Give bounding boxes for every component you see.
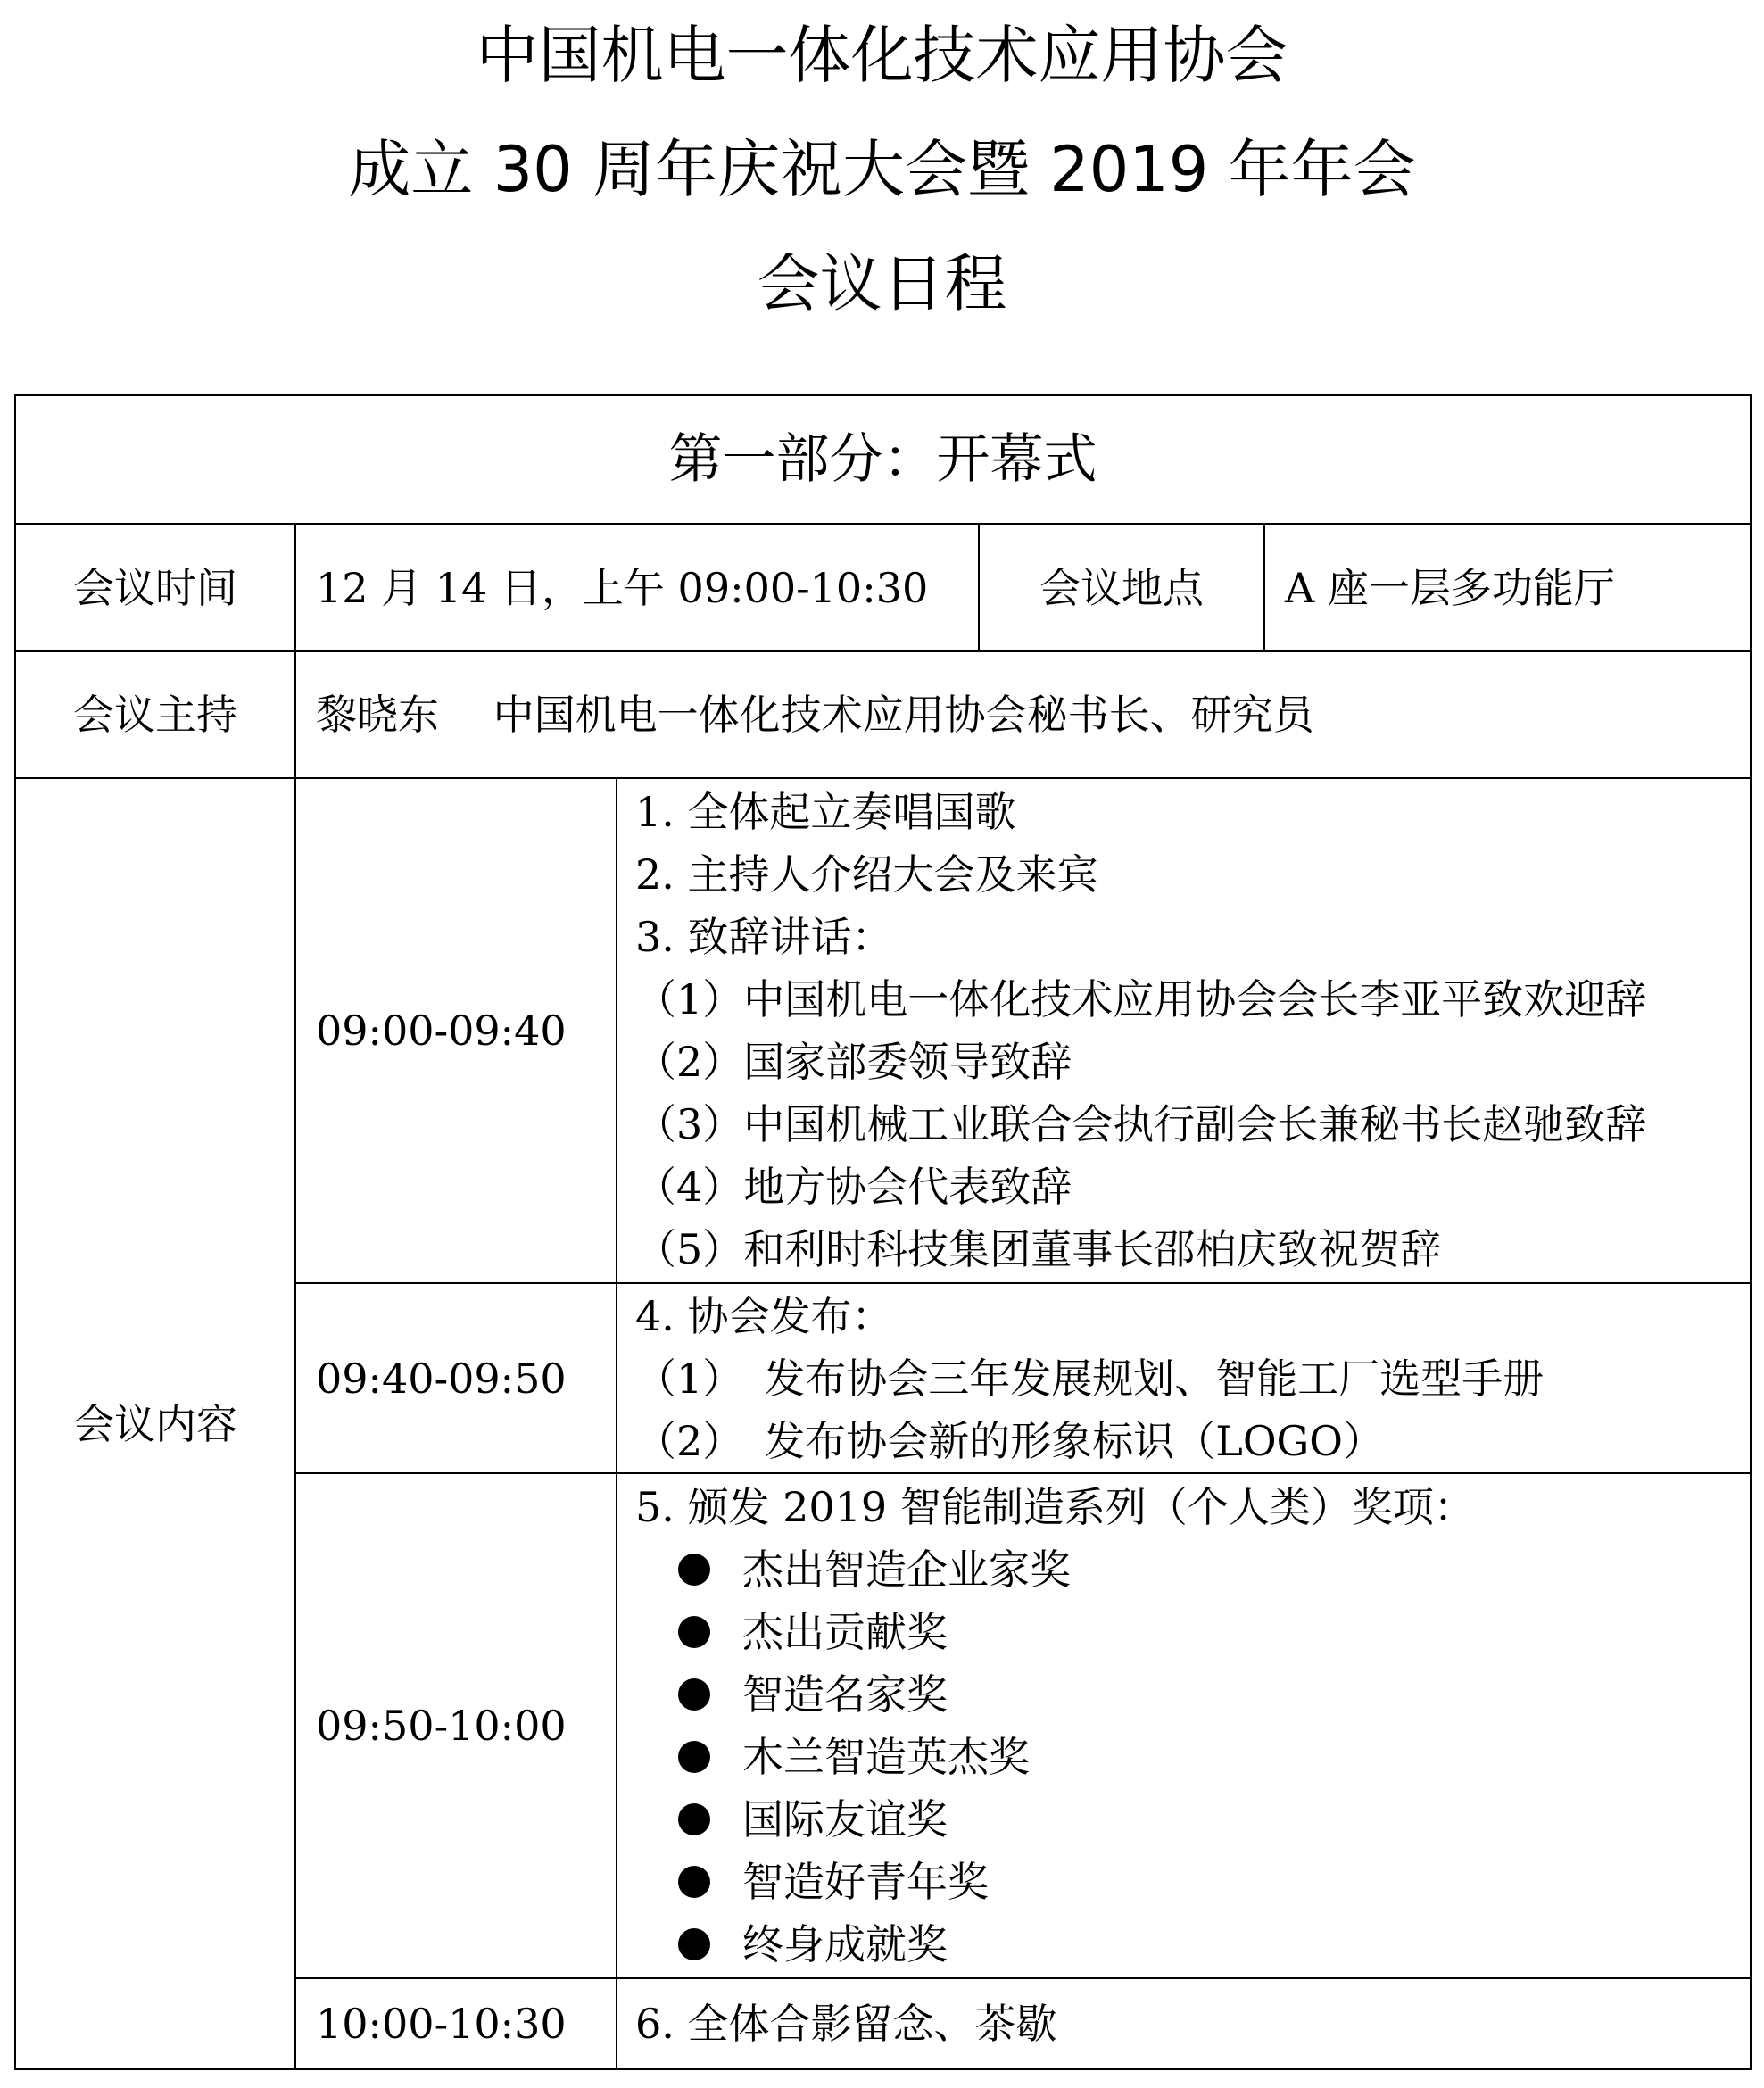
host-label: 会议主持 <box>15 651 295 778</box>
agenda-line: （2）国家部委领导致辞 <box>635 1038 1072 1086</box>
host-value: 黎晓东 中国机电一体化技术应用协会秘书长、研究员 <box>295 651 1751 778</box>
agenda-content <box>617 778 1751 1283</box>
agenda-line: （1） 发布协会三年发展规划、智能工厂选型手册 <box>635 1354 1545 1403</box>
bullet-icon <box>678 1678 710 1711</box>
agenda-line: （1）中国机电一体化技术应用协会会长李亚平致欢迎辞 <box>635 975 1647 1023</box>
bullet-icon <box>678 1803 710 1835</box>
agenda-time: 09:40-09:50 <box>295 1283 617 1473</box>
award-item <box>635 1538 1750 1601</box>
place-value: A 座一层多功能厅 <box>1264 524 1751 651</box>
award-label: 智造名家奖 <box>742 1670 948 1719</box>
award-label: 国际友谊奖 <box>742 1795 948 1844</box>
award-item <box>635 1913 1750 1976</box>
agenda-line: （2） 发布协会新的形象标识（LOGO） <box>635 1416 1384 1465</box>
agenda-line: （3）中国机械工业联合会执行副会长兼秘书长赵驰致辞 <box>635 1100 1647 1148</box>
place-label: 会议地点 <box>979 524 1264 651</box>
agenda-line: 2. 主持人介绍大会及来宾 <box>635 850 1098 899</box>
bullet-icon <box>678 1928 710 1960</box>
time-value: 12 月 14 日，上午 09:00-10:30 <box>295 524 979 651</box>
section-title: 第一部分：开幕式 <box>15 395 1751 524</box>
agenda-content <box>617 1473 1751 1978</box>
award-label: 杰出贡献奖 <box>742 1608 948 1656</box>
award-label: 木兰智造英杰奖 <box>742 1733 1030 1781</box>
agenda-time: 09:00-09:40 <box>295 778 617 1283</box>
agenda-line: （5）和利时科技集团董事长邵柏庆致祝贺辞 <box>635 1225 1442 1273</box>
agenda-content <box>617 1978 1751 2069</box>
agenda-line: （4）地方协会代表致辞 <box>635 1163 1072 1211</box>
document-title-line-2: 成立 30 周年庆祝大会暨 2019 年年会 <box>348 133 1416 206</box>
schedule-table <box>14 394 1752 2070</box>
agenda-line: 6. 全体合影留念、茶歇 <box>635 2000 1057 2048</box>
bullet-icon <box>678 1616 710 1648</box>
content-label: 会议内容 <box>15 778 295 2069</box>
time-label: 会议时间 <box>15 524 295 651</box>
agenda-line: 5. 颁发 2019 智能制造系列（个人类）奖项： <box>635 1483 1475 1531</box>
award-item <box>635 1851 1750 1913</box>
agenda-content <box>617 1283 1751 1473</box>
document-title-line-1: 中国机电一体化技术应用协会 <box>476 19 1288 92</box>
award-item <box>635 1601 1750 1663</box>
award-label: 智造好青年奖 <box>742 1858 989 1906</box>
award-item <box>635 1726 1750 1788</box>
agenda-line: 3. 致辞讲话： <box>635 913 893 961</box>
award-label: 终身成就奖 <box>742 1920 948 1968</box>
agenda-time: 10:00-10:30 <box>295 1978 617 2069</box>
bullet-icon <box>678 1554 710 1586</box>
agenda-line: 1. 全体起立奏唱国歌 <box>635 788 1016 836</box>
award-item <box>635 1788 1750 1851</box>
agenda-line: 4. 协会发布： <box>635 1291 893 1340</box>
bullet-icon <box>678 1866 710 1898</box>
award-item <box>635 1663 1750 1726</box>
award-label: 杰出智造企业家奖 <box>742 1545 1071 1594</box>
document-title-line-3: 会议日程 <box>757 247 1007 320</box>
bullet-icon <box>678 1741 710 1773</box>
agenda-time: 09:50-10:00 <box>295 1473 617 1978</box>
